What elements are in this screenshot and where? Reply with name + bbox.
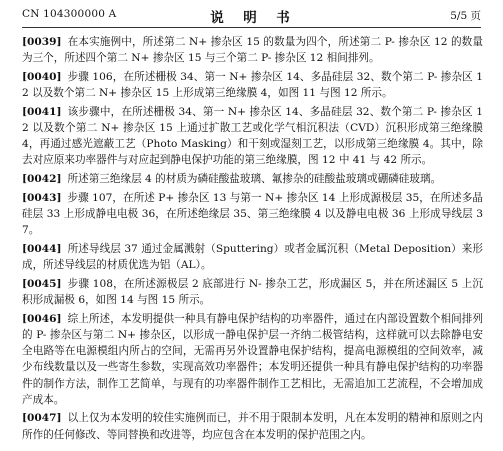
paragraph-0047 bbox=[22, 410, 483, 442]
paragraph-text: 步骤 108，在所述源极层 2 底部进行 N- 掺杂工艺，形成漏区 5，并在所述漏区 5 上沉积形成漏极 6，如图 14 与图 15 所示。 bbox=[22, 277, 483, 307]
paragraph-number: [0046] bbox=[22, 312, 62, 325]
paragraph-0042 bbox=[22, 171, 483, 187]
page-header bbox=[22, 8, 481, 24]
paragraph-0044 bbox=[22, 241, 483, 273]
paragraph-text: 步骤 107，在所述 P+ 掺杂区 13 与第一 N+ 掺杂区 14 上形成源极层 35，在所述多晶硅层 33 上形成静电电极 36，在所述绝缘层 35、第三绝缘膜 4 以及静电电极 36 上形成导线层 37。 bbox=[22, 191, 483, 237]
paragraph-0043 bbox=[22, 190, 483, 239]
paragraph-0039 bbox=[22, 34, 483, 66]
paragraph-text: 以上仅为本发明的较佳实施例而已，并不用于限制本发明，凡在本发明的精神和原则之内所作的任何修改、等同替换和改进等，均应包含在本发明的保护范围之内。 bbox=[22, 412, 483, 441]
paragraph-0046 bbox=[22, 311, 483, 408]
page-title: 说 明 书 bbox=[210, 10, 293, 26]
paragraph-text: 所述第三绝缘层 4 的材质为磷硅酸盐玻璃、氟掺杂的硅酸盐玻璃或硼磷硅玻璃。 bbox=[67, 173, 442, 186]
paragraph-text: 所述导线层 37 通过金属溅射（Sputtering）或者金属沉积（Metal Deposition）来形成，所述导线层的材质优选为铝（AL）。 bbox=[22, 242, 483, 272]
paragraph-number: [0043] bbox=[22, 191, 62, 204]
paragraph-0041 bbox=[22, 104, 483, 169]
document-number: CN 104300000 A bbox=[22, 8, 117, 20]
page-number: 5/5 页 bbox=[450, 10, 481, 22]
paragraph-text: 该步骤中，在所述栅极 34、第一 N+ 掺杂区 14、多晶硅层 32、数个第二 P- 掺杂区 12 以及数个第二 N+ 掺杂区 15 上通过扩散工艺或化学气相沉积法（CVD）沉积形成第三绝缘膜 4，再通过感光遮蔽工艺（Photo Masking）和干刻或湿刻工艺，以形成第三绝缘膜 4。其中，除去对应原来功率器件与对应起到静电保护功能的第三绝缘膜，图 12 中 41 与 42 所示。 bbox=[22, 105, 483, 167]
paragraph-number: [0047] bbox=[22, 412, 62, 425]
paragraph-number: [0044] bbox=[22, 242, 62, 255]
paragraph-number: [0045] bbox=[22, 277, 62, 290]
paragraph-number: [0040] bbox=[22, 70, 62, 83]
paragraph-text: 步骤 106，在所述栅极 34、第一 N+ 掺杂区 14、多晶硅层 32、数个第二 P- 掺杂区 12 以及数个第二 N+ 掺杂区 15 上形成第三绝缘膜 4，如图 11 与图 12 所示。 bbox=[22, 70, 483, 100]
paragraph-0045 bbox=[22, 276, 483, 308]
paragraph-number: [0041] bbox=[22, 105, 62, 118]
document-body bbox=[22, 34, 483, 445]
paragraph-0040 bbox=[22, 69, 483, 101]
paragraph-number: [0039] bbox=[22, 36, 62, 48]
paragraph-text: 在本实施例中，所述第二 N+ 掺杂区 15 的数量为四个，所述第二 P- 掺杂区 12 的数量为三个，所述四个第二 N+ 掺杂区 15 与三个第二 P- 掺杂区 12 相间排列。 bbox=[22, 36, 483, 65]
paragraph-text: 综上所述，本发明提供一种具有静电保护结构的功率器件，通过在内部设置数个相间排列的 P- 掺杂区与第二 N+ 掺杂区，以形成一静电保护层一齐纳二极管结构，这样就可以去除静电安全电路等在电源模组内所占的空间，无需再另外设置静电保护结构，提高电源模组的空间效率，减少布线数量以及一些寄生参数，实现高效功率器件；本发明还提供一种具有静电保护结构的功率器件的制作方法，制作工艺简单，与现有的功率器件制作工艺相比，无需追加工艺流程，不会增加成产成本。 bbox=[22, 312, 483, 406]
header-rule bbox=[22, 27, 481, 28]
paragraph-number: [0042] bbox=[22, 173, 62, 186]
